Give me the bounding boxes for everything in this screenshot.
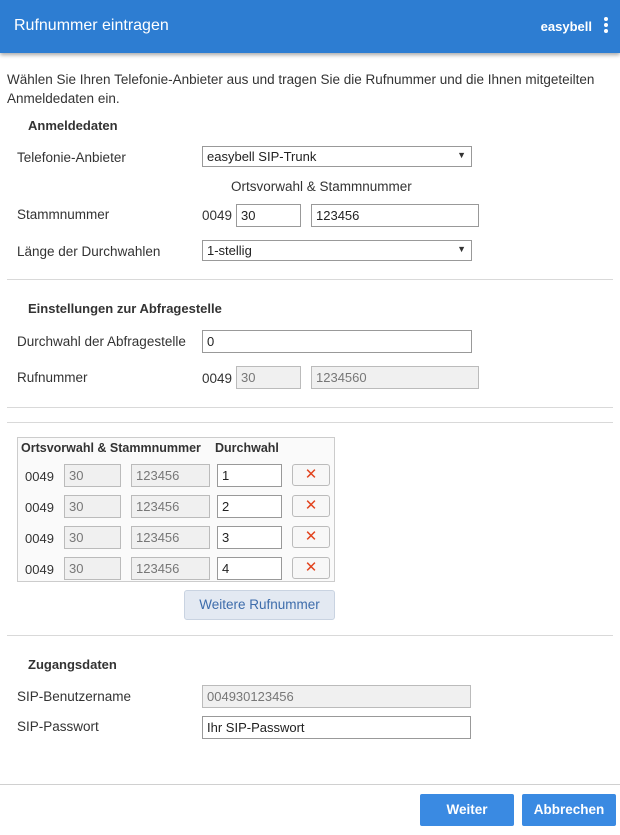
row-area-code-field bbox=[64, 495, 121, 518]
area-code-input[interactable] bbox=[236, 204, 301, 227]
sip-password-input[interactable] bbox=[202, 716, 471, 739]
add-number-button[interactable]: Weitere Rufnummer bbox=[184, 590, 335, 620]
section-title-login: Anmeldedaten bbox=[28, 118, 118, 133]
close-icon: ✕ bbox=[304, 559, 318, 576]
delete-row-button[interactable] bbox=[292, 526, 330, 548]
footer-divider bbox=[0, 784, 620, 785]
column-header-extension: Durchwahl bbox=[215, 441, 279, 455]
row-area-code-field bbox=[64, 464, 121, 487]
dropdown-arrow-icon: ▼ bbox=[457, 244, 466, 254]
close-icon: ✕ bbox=[304, 466, 318, 483]
divider bbox=[7, 279, 613, 280]
divider bbox=[7, 635, 613, 636]
ext-length-label: Länge der Durchwahlen bbox=[17, 244, 161, 259]
ext-length-select-value: 1-stellig bbox=[207, 243, 252, 258]
row-area-code-field bbox=[64, 557, 121, 580]
row-stamm-field bbox=[131, 526, 210, 549]
row-stamm-field bbox=[131, 557, 210, 580]
row-stamm-field bbox=[131, 495, 210, 518]
sip-user-field bbox=[202, 685, 471, 708]
close-icon: ✕ bbox=[304, 528, 318, 545]
cancel-button[interactable]: Abbrechen bbox=[522, 794, 616, 826]
row-country-code: 0049 bbox=[25, 531, 54, 546]
provider-select[interactable] bbox=[202, 146, 472, 167]
area-code-hint: Ortsvorwahl & Stammnummer bbox=[231, 179, 412, 194]
operator-ext-label: Durchwahl der Abfragestelle bbox=[17, 334, 186, 349]
ext-length-select[interactable] bbox=[202, 240, 472, 261]
more-menu-icon[interactable] bbox=[603, 17, 609, 37]
row-extension-input[interactable] bbox=[217, 464, 282, 487]
numbers-table bbox=[17, 437, 335, 582]
operator-area-code-field bbox=[236, 366, 301, 389]
dialog-header bbox=[0, 0, 620, 53]
column-header-number: Ortsvorwahl & Stammnummer bbox=[21, 441, 201, 455]
divider bbox=[7, 407, 613, 408]
delete-row-button[interactable] bbox=[292, 464, 330, 486]
dropdown-arrow-icon: ▼ bbox=[457, 150, 466, 160]
country-code: 0049 bbox=[202, 371, 233, 386]
operator-number-label: Rufnummer bbox=[17, 370, 88, 385]
delete-row-button[interactable] bbox=[292, 495, 330, 517]
provider-select-value: easybell SIP-Trunk bbox=[207, 149, 317, 164]
row-country-code: 0049 bbox=[25, 562, 54, 577]
next-button[interactable]: Weiter bbox=[420, 794, 514, 826]
section-title-operator: Einstellungen zur Abfragestelle bbox=[28, 301, 222, 316]
row-extension-input[interactable] bbox=[217, 495, 282, 518]
row-extension-input[interactable] bbox=[217, 526, 282, 549]
row-extension-input[interactable] bbox=[217, 557, 282, 580]
stamm-number-input[interactable] bbox=[311, 204, 479, 227]
close-icon: ✕ bbox=[304, 497, 318, 514]
provider-label: Telefonie-Anbieter bbox=[17, 150, 126, 165]
section-title-access: Zugangsdaten bbox=[28, 657, 117, 672]
row-country-code: 0049 bbox=[25, 500, 54, 515]
row-area-code-field bbox=[64, 526, 121, 549]
sip-user-label: SIP-Benutzername bbox=[17, 689, 132, 704]
country-code: 0049 bbox=[202, 208, 233, 223]
stamm-label: Stammnummer bbox=[17, 207, 110, 222]
operator-number-field bbox=[311, 366, 479, 389]
sip-password-label: SIP-Passwort bbox=[17, 719, 99, 734]
provider-name: easybell bbox=[540, 19, 592, 34]
dialog-title: Rufnummer eintragen bbox=[14, 17, 169, 34]
divider bbox=[7, 422, 613, 423]
row-country-code: 0049 bbox=[25, 469, 54, 484]
row-stamm-field bbox=[131, 464, 210, 487]
intro-text: Wählen Sie Ihren Telefonie-Anbieter aus und tragen Sie die Rufnummer und die Ihnen mitgeteilten Anmeldedaten ein. bbox=[7, 72, 595, 106]
operator-ext-input[interactable] bbox=[202, 330, 472, 353]
delete-row-button[interactable] bbox=[292, 557, 330, 579]
